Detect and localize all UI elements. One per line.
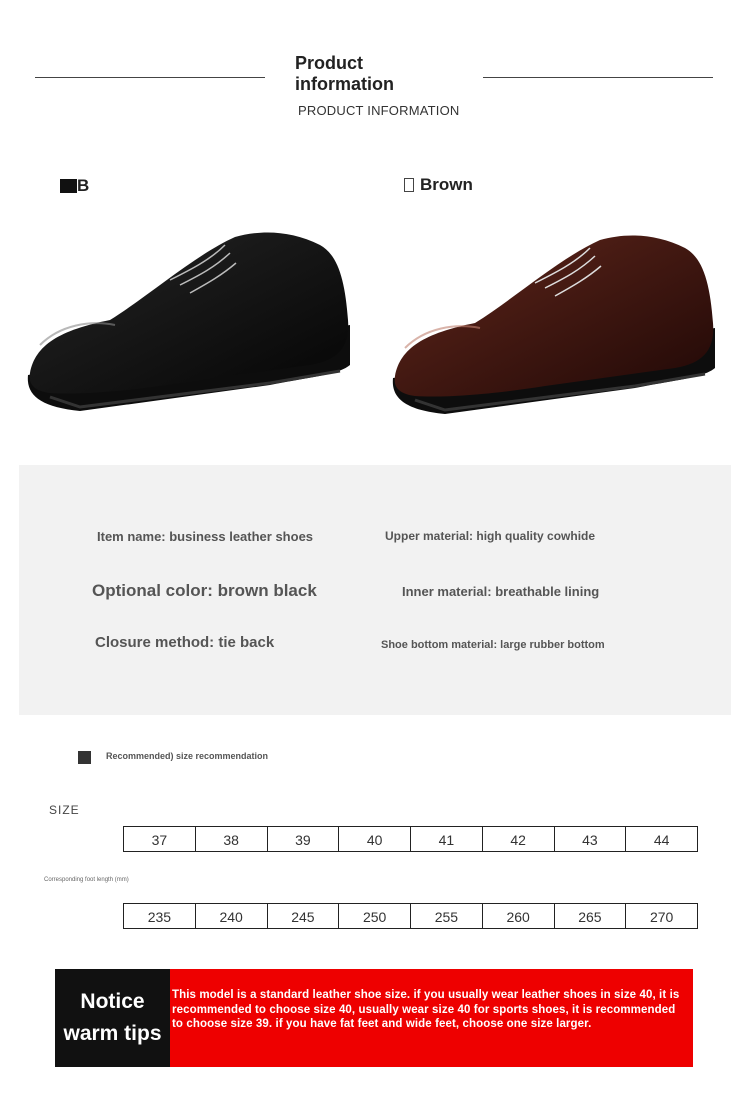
size-cell: 43 [555,827,627,851]
foot-length-cell: 245 [268,904,340,928]
size-cell: 42 [483,827,555,851]
foot-length-cell: 240 [196,904,268,928]
color-label-black [60,176,89,196]
closure-method: Closure method: tie back [95,634,275,651]
notice-text: This model is a standard leather shoe size. if you usually wear leather shoes in size 40, it is recommended to choose size 40, usually wear size 40 for sports shoes, it is recommended to choose size 39. if you have fat feet and wide feet, choose one size larger. [172,989,680,1030]
brown-shoe-image [385,228,725,433]
size-table-row [123,826,698,852]
foot-length-cell: 235 [124,904,196,928]
foot-length-cell: 255 [411,904,483,928]
color-label-brown-text: Brown [420,175,473,194]
color-label-brown [404,175,473,195]
black-swatch-icon [60,179,77,193]
foot-length-label: Corresponding foot length (mm) [44,877,129,883]
size-cell: 37 [124,827,196,851]
size-cell: 44 [653,832,670,848]
size-cell: 40 [339,827,411,851]
foot-length-cell: 250 [339,904,411,928]
header-divider-left [35,77,265,78]
black-shoe-image [20,225,360,430]
foot-length-cell: 270 [649,909,674,925]
size-label: SIZE [49,803,80,817]
bottom-material: Shoe bottom material: large rubber bottom [381,639,605,651]
optional-color: Optional color: brown black [92,581,317,600]
size-recommendation-label: Recommended) size recommendation [106,751,269,761]
brown-swatch-icon [404,178,414,192]
inner-material: Inner material: breathable lining [402,584,600,599]
foot-length-cell: 260 [483,904,555,928]
bullet-square-icon [78,751,91,764]
notice-text-box [170,969,693,1067]
upper-material: Upper material: high quality cowhide [385,529,596,543]
foot-length-cell: 265 [555,904,627,928]
color-label-black-text: B [77,176,90,195]
size-cell: 38 [196,827,268,851]
notice-title-box [55,969,170,1067]
notice-title-line1: Notice [80,990,145,1013]
item-name: Item name: business leather shoes [97,529,314,544]
size-cell: 41 [411,827,483,851]
size-cell: 39 [268,827,340,851]
notice-title-line2: warm tips [63,1022,162,1045]
foot-length-table-row [123,903,698,929]
page-subtitle: PRODUCT INFORMATION [298,103,460,118]
page-title: Product information [295,53,394,94]
header-divider-right [483,77,713,78]
